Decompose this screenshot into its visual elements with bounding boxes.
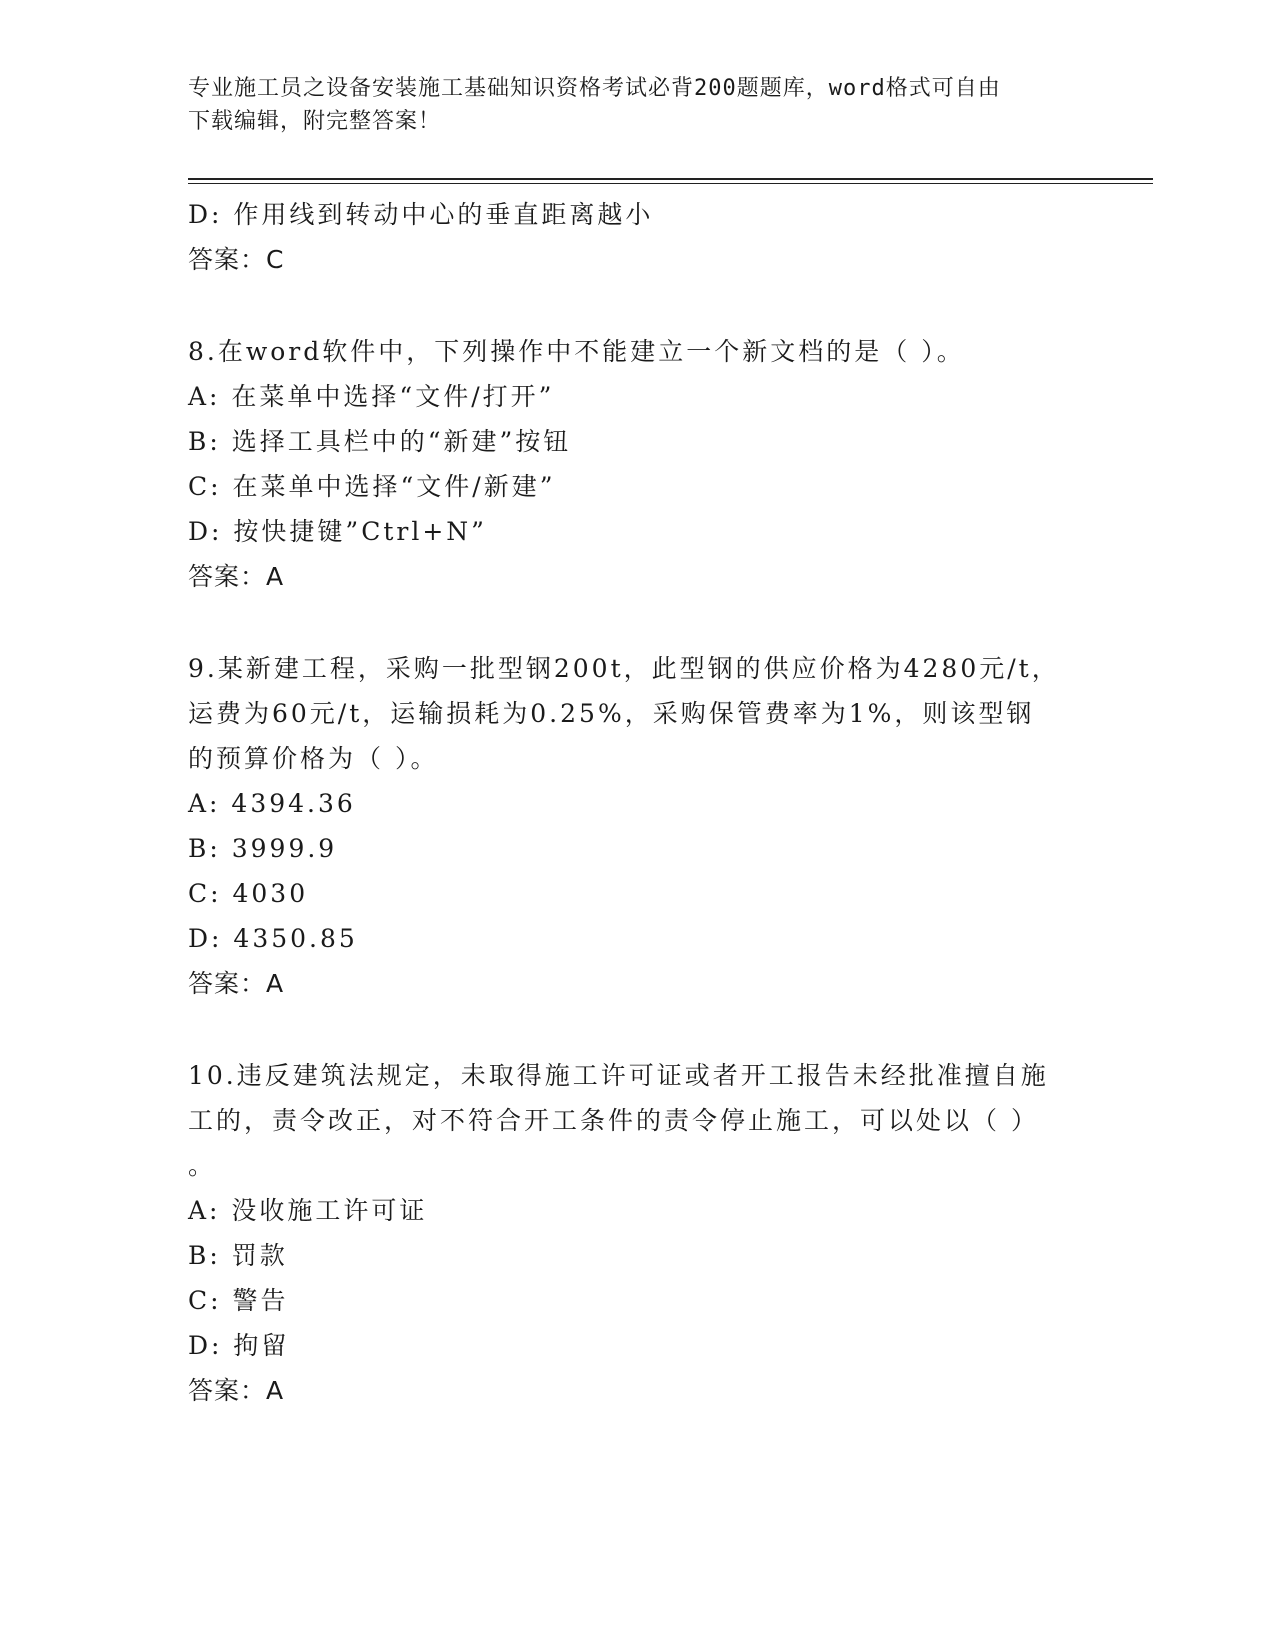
- question-content: [188, 192, 1088, 1413]
- q9-option-a: A: 4394.36: [188, 789, 356, 818]
- header-divider-thin: [188, 183, 1153, 184]
- q8-option-c: C: 在菜单中选择“文件/新建”: [188, 472, 556, 501]
- document-header: [188, 72, 1068, 138]
- prev-option-d: D: 作用线到转动中心的垂直距离越小: [188, 200, 654, 229]
- q9-option-d: D: 4350.85: [188, 924, 358, 953]
- question-10: [188, 1053, 1088, 1413]
- q10-stem-line-3: 。: [188, 1151, 217, 1180]
- q10-stem-line-1: 10.违反建筑法规定，未取得施工许可证或者开工报告未经批准擅自施: [188, 1061, 1049, 1090]
- question-8: [188, 329, 1088, 599]
- q8-option-b: B: 选择工具栏中的“新建”按钮: [188, 427, 572, 456]
- header-line-1: 专业施工员之设备安装施工基础知识资格考试必背200题题库，word格式可自由: [188, 76, 1001, 101]
- header-line-2: 下载编辑，附完整答案！: [188, 109, 442, 134]
- question-9: [188, 646, 1088, 1006]
- q8-option-d: D: 按快捷键”Ctrl+N”: [188, 517, 487, 546]
- q9-stem-line-2: 运费为60元/t，运输损耗为0.25%，采购保管费率为1%，则该型钢: [188, 699, 1035, 728]
- q8-answer: 答案：A: [188, 562, 285, 591]
- q9-option-b: B: 3999.9: [188, 834, 338, 863]
- q10-option-d: D: 拘留: [188, 1331, 290, 1360]
- q8-stem: 8.在word软件中，下列操作中不能建立一个新文档的是（ ）。: [188, 337, 965, 366]
- q9-stem-line-3: 的预算价格为（ ）。: [188, 744, 439, 773]
- q10-stem-line-2: 工的，责令改正，对不符合开工条件的责令停止施工，可以处以（ ）: [188, 1106, 1039, 1135]
- prev-answer: 答案：C: [188, 245, 285, 274]
- q10-answer: 答案：A: [188, 1376, 285, 1405]
- q9-answer: 答案：A: [188, 969, 285, 998]
- q8-option-a: A: 在菜单中选择“文件/打开”: [188, 382, 555, 411]
- q10-option-c: C: 警告: [188, 1286, 289, 1315]
- q10-option-a: A: 没收施工许可证: [188, 1196, 428, 1225]
- q9-option-c: C: 4030: [188, 879, 309, 908]
- q9-stem-line-1: 9.某新建工程，采购一批型钢200t，此型钢的供应价格为4280元/t，: [188, 654, 1060, 683]
- header-divider-thick: [188, 178, 1153, 180]
- q10-option-b: B: 罚款: [188, 1241, 288, 1270]
